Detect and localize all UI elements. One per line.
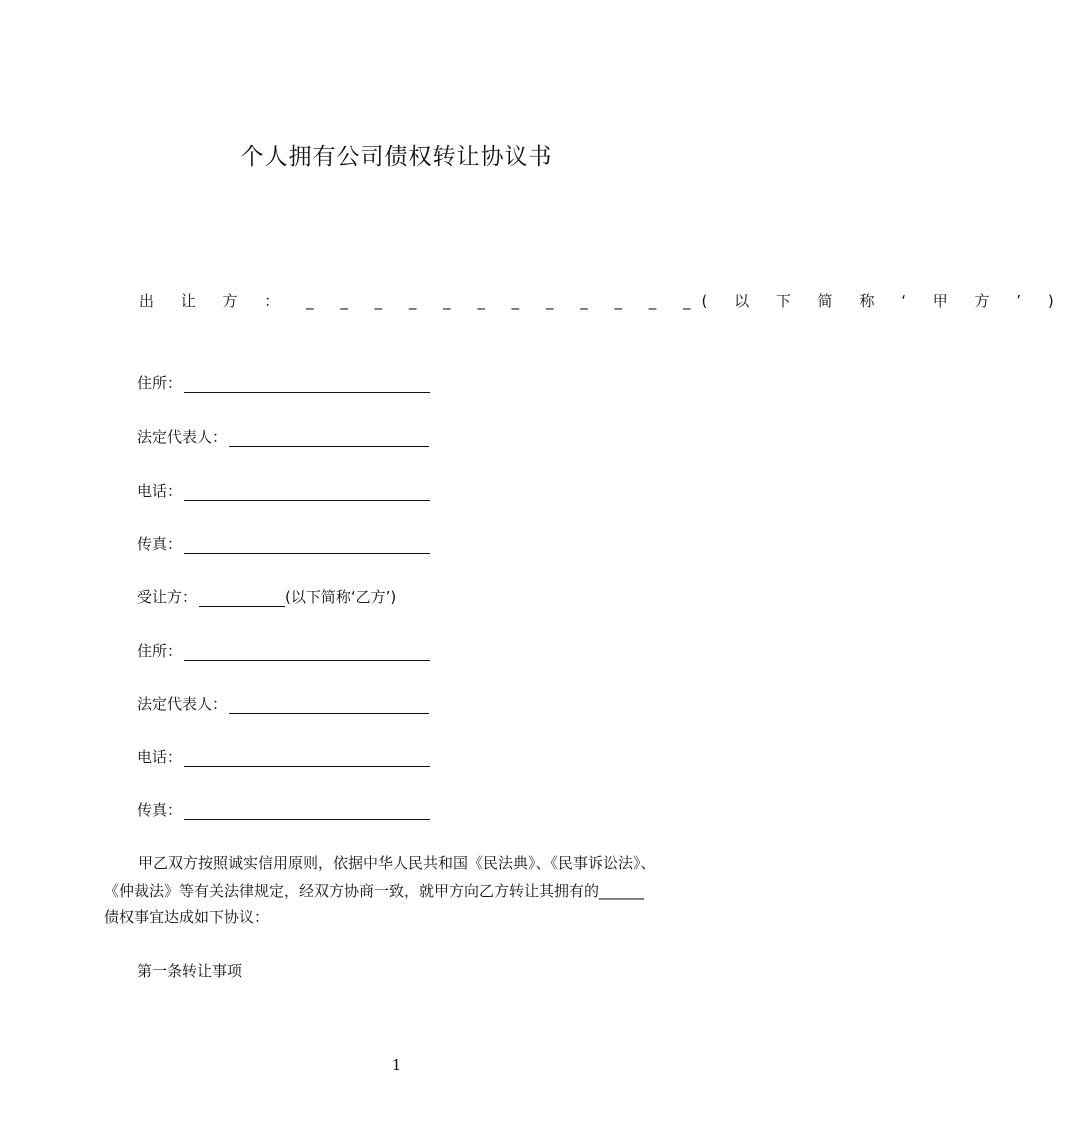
party-a-fax-row xyxy=(137,533,430,554)
party-a-phone-label: 电话： xyxy=(137,482,183,500)
party-b-address-label: 住所： xyxy=(137,642,183,660)
assignee-label: 受让方： xyxy=(137,588,198,606)
article-1-heading: 第一条转让事项 xyxy=(137,962,243,980)
assignor-line: 出 让 方 ： _ _ _ _ _ _ _ _ _ _ _ _( 以 下 简 称 ‘ 甲 方 ’ ) xyxy=(139,292,1065,310)
party-b-phone-label: 电话： xyxy=(137,748,183,766)
party-b-phone-blank xyxy=(184,752,430,767)
party-a-address-row xyxy=(137,372,430,393)
assignee-row xyxy=(137,586,396,607)
party-a-address-blank xyxy=(184,378,430,393)
party-b-address-row xyxy=(137,640,430,661)
party-b-fax-label: 传真： xyxy=(137,801,183,819)
party-a-rep-label: 法定代表人： xyxy=(137,428,228,446)
party-b-phone-row xyxy=(137,746,430,767)
page-number: 1 xyxy=(391,1056,402,1074)
party-a-rep-row xyxy=(137,426,429,447)
party-a-rep-blank xyxy=(229,432,429,447)
party-a-address-label: 住所： xyxy=(137,374,183,392)
assignee-suffix: (以下简称‘乙方’) xyxy=(285,588,397,606)
intro-line-1: 甲乙双方按照诚实信用原则，依据中华人民共和国《民法典》、《民事诉讼法》、 xyxy=(138,854,656,872)
party-b-fax-row xyxy=(137,799,430,820)
party-b-rep-label: 法定代表人： xyxy=(137,695,228,713)
intro-line-2: 《仲裁法》等有关法律规定，经双方协商一致，就甲方向乙方转让其拥有的______ xyxy=(104,882,645,900)
party-a-fax-label: 传真： xyxy=(137,535,183,553)
party-b-rep-blank xyxy=(229,699,429,714)
party-b-fax-blank xyxy=(184,805,430,820)
party-a-fax-blank xyxy=(184,539,430,554)
party-b-address-blank xyxy=(184,646,430,661)
party-a-phone-blank xyxy=(184,486,430,501)
party-b-rep-row xyxy=(137,693,429,714)
intro-line-3: 债权事宜达成如下协议： xyxy=(104,908,270,926)
document-title: 个人拥有公司债权转让协议书 xyxy=(240,144,553,170)
assignee-blank xyxy=(199,592,285,607)
party-a-phone-row xyxy=(137,480,430,501)
